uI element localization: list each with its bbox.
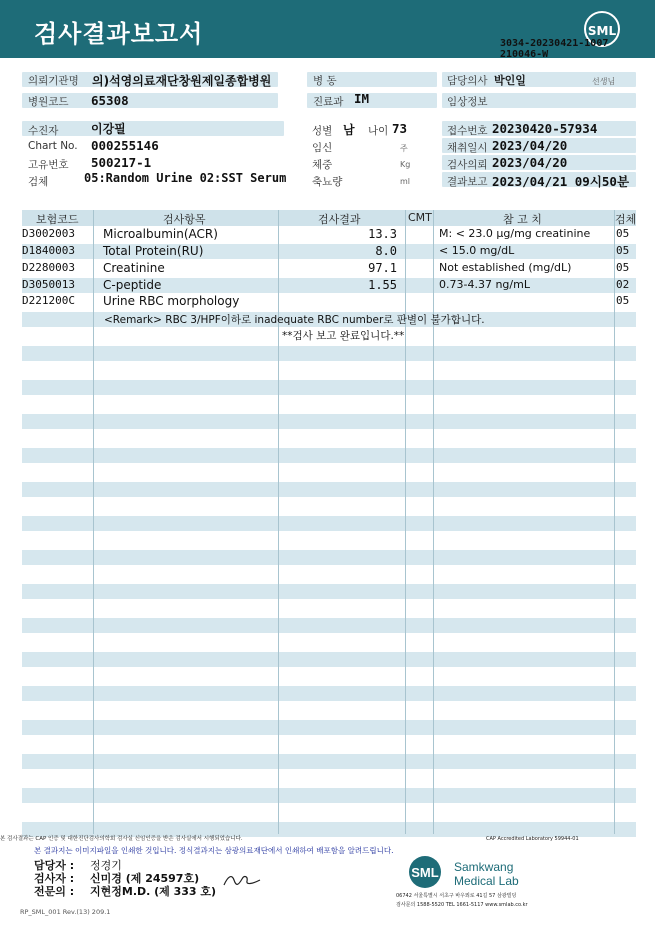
sex-value: 남 (343, 123, 355, 137)
report-title: 검사결과보고서 (34, 20, 204, 48)
table-stripe (22, 380, 636, 395)
row-spec: 05 (616, 294, 630, 307)
svg-text:SML: SML (411, 865, 439, 880)
age-value: 73 (392, 121, 408, 136)
print-notice: 본 결과지는 이미지파일을 인쇄한 것입니다. 정식결과지는 삼광의료재단에서 인쇄하여 배포함을 알려드립니다. (34, 846, 394, 855)
id-value: 500217-1 (91, 155, 152, 170)
row-ref: 0.73-4.37 ng/mL (439, 278, 530, 291)
dept-label: 진료과 (313, 96, 344, 108)
cap-accreditation: CAP Accredited Laboratory 59944-01 (486, 836, 579, 842)
row-ref: M: < 23.0 μg/mg creatinine (439, 227, 591, 240)
header-cmt: CMT (408, 211, 432, 224)
table-stripe (22, 788, 636, 803)
table-row (0, 261, 655, 278)
chart-value: 000255146 (91, 138, 159, 153)
row-name: Total Protein(RU) (103, 244, 204, 258)
table-stripe (22, 652, 636, 667)
examiner-value: 신미경 (제 24597호) (90, 872, 200, 885)
row-spec: 05 (616, 244, 630, 257)
row-code: D221200C (22, 294, 75, 307)
row-ref: Not established (mg/dL) (439, 261, 572, 274)
table-stripe (22, 346, 636, 361)
row-code: D3050013 (22, 278, 75, 291)
doctor-value: 박인일 (494, 74, 526, 87)
receipt-value: 20230420-57934 (492, 121, 598, 136)
examiner-label: 검사자 : (34, 872, 75, 885)
specimen-value: 05:Random Urine 02:SST Serum (84, 171, 287, 185)
signature-image (222, 870, 262, 890)
table-row (0, 294, 655, 311)
age-label: 나이 (368, 125, 389, 137)
hospital-label: 의뢰기관명 (28, 75, 79, 87)
request-label: 검사의뢰 (447, 159, 488, 171)
header-item: 검사항목 (163, 213, 206, 226)
reporter-label: 담당자 : (34, 859, 75, 872)
patient-value: 이강필 (91, 122, 126, 136)
specialist-value: 지현정M.D. (제 333 호) (90, 885, 217, 898)
row-name: C-peptide (103, 278, 162, 292)
specialist-label: 전문의 : (34, 885, 75, 898)
table-row (0, 227, 655, 244)
barcode-number: 3034-20230421-1007 210046-W (500, 38, 609, 60)
reporter-value: 정경기 (90, 859, 122, 872)
table-stripe (22, 482, 636, 497)
header-code: 보험코드 (36, 213, 79, 226)
specimen-label: 검체 (28, 176, 49, 188)
table-stripe (22, 550, 636, 565)
row-spec: 05 (616, 227, 630, 240)
receipt-label: 접수번호 (447, 125, 488, 137)
row-code: D2280003 (22, 261, 75, 274)
preg-label: 임신 (312, 142, 333, 154)
id-label: 고유번호 (28, 159, 69, 171)
table-stripe (22, 414, 636, 429)
table-row (0, 278, 655, 295)
accreditation-note: 본 검사결과는 CAP 인증 및 대한진단검사의학회 검사실 신임인증을 받은 검사실에서 시행되었습니다. (0, 836, 243, 842)
row-spec: 05 (616, 261, 630, 274)
urine-label: 축뇨량 (312, 176, 343, 188)
row-code: D1840003 (22, 244, 75, 257)
patient-pill (22, 121, 284, 136)
row-result: 8.0 (375, 244, 397, 258)
weight-label: 체중 (312, 159, 333, 171)
ward-label: 병 동 (313, 75, 337, 87)
row-name: Microalbumin(ACR) (103, 227, 218, 241)
doctor-label: 담당의사 (447, 75, 488, 87)
hospcode-value: 65308 (91, 93, 129, 108)
clinical-label: 임상정보 (447, 96, 488, 108)
table-stripe (22, 618, 636, 633)
table-stripe (22, 584, 636, 599)
chart-label: Chart No. (28, 140, 78, 152)
preg-unit: 주 (400, 144, 408, 153)
lab-address: 06742 서울특별시 서초구 바우뫼로 41길 57 삼광빌딩 검사문의 1588-5520 TEL 1661-5117 www.smlab.co.kr (396, 893, 528, 908)
report-value: 2023/04/21 09시50분 (492, 174, 630, 189)
row-result: 1.55 (368, 278, 397, 292)
patient-label: 수진자 (28, 125, 59, 137)
hospcode-label: 병원코드 (28, 96, 69, 108)
hospital-value: 의)석영의료재단창원제일종합병원 (92, 74, 272, 88)
dept-value: IM (354, 91, 370, 106)
request-value: 2023/04/20 (492, 155, 568, 170)
row-name: Urine RBC morphology (103, 294, 240, 308)
table-stripe (22, 754, 636, 769)
weight-unit: Kg (400, 160, 411, 169)
remark-text: <Remark> RBC 3/HPF이하로 inadequate RBC number로 판별이 불가합니다. (104, 314, 485, 326)
urine-unit: ml (400, 177, 411, 186)
collect-value: 2023/04/20 (492, 138, 568, 153)
header-ref: 참 고 치 (503, 213, 542, 226)
table-stripe (22, 686, 636, 701)
row-name: Creatinine (103, 261, 165, 275)
sml-logo: SML (584, 11, 620, 47)
report-label: 결과보고 (447, 176, 488, 188)
lab-name: Samkwang Medical Lab (454, 860, 519, 888)
table-stripe (22, 516, 636, 531)
row-spec: 02 (616, 278, 630, 291)
header-spec: 검체 (615, 213, 637, 226)
report-complete-text: **검사 보고 완료입니다.** (282, 330, 405, 342)
samkwang-logo (405, 855, 451, 889)
doctor-suffix: 선생님 (592, 77, 616, 86)
row-result: 97.1 (368, 261, 397, 275)
header-result: 검사결과 (318, 213, 361, 226)
collect-label: 채취일시 (447, 142, 488, 154)
sex-label: 성별 (312, 125, 333, 137)
row-code: D3002003 (22, 227, 75, 240)
table-row (0, 244, 655, 261)
row-ref: < 15.0 mg/dL (439, 244, 515, 257)
row-result: 13.3 (368, 227, 397, 241)
table-stripe (22, 448, 636, 463)
document-id: RP_SML_001 Rev.(13) 209.1 (20, 908, 111, 916)
table-stripe (22, 720, 636, 735)
